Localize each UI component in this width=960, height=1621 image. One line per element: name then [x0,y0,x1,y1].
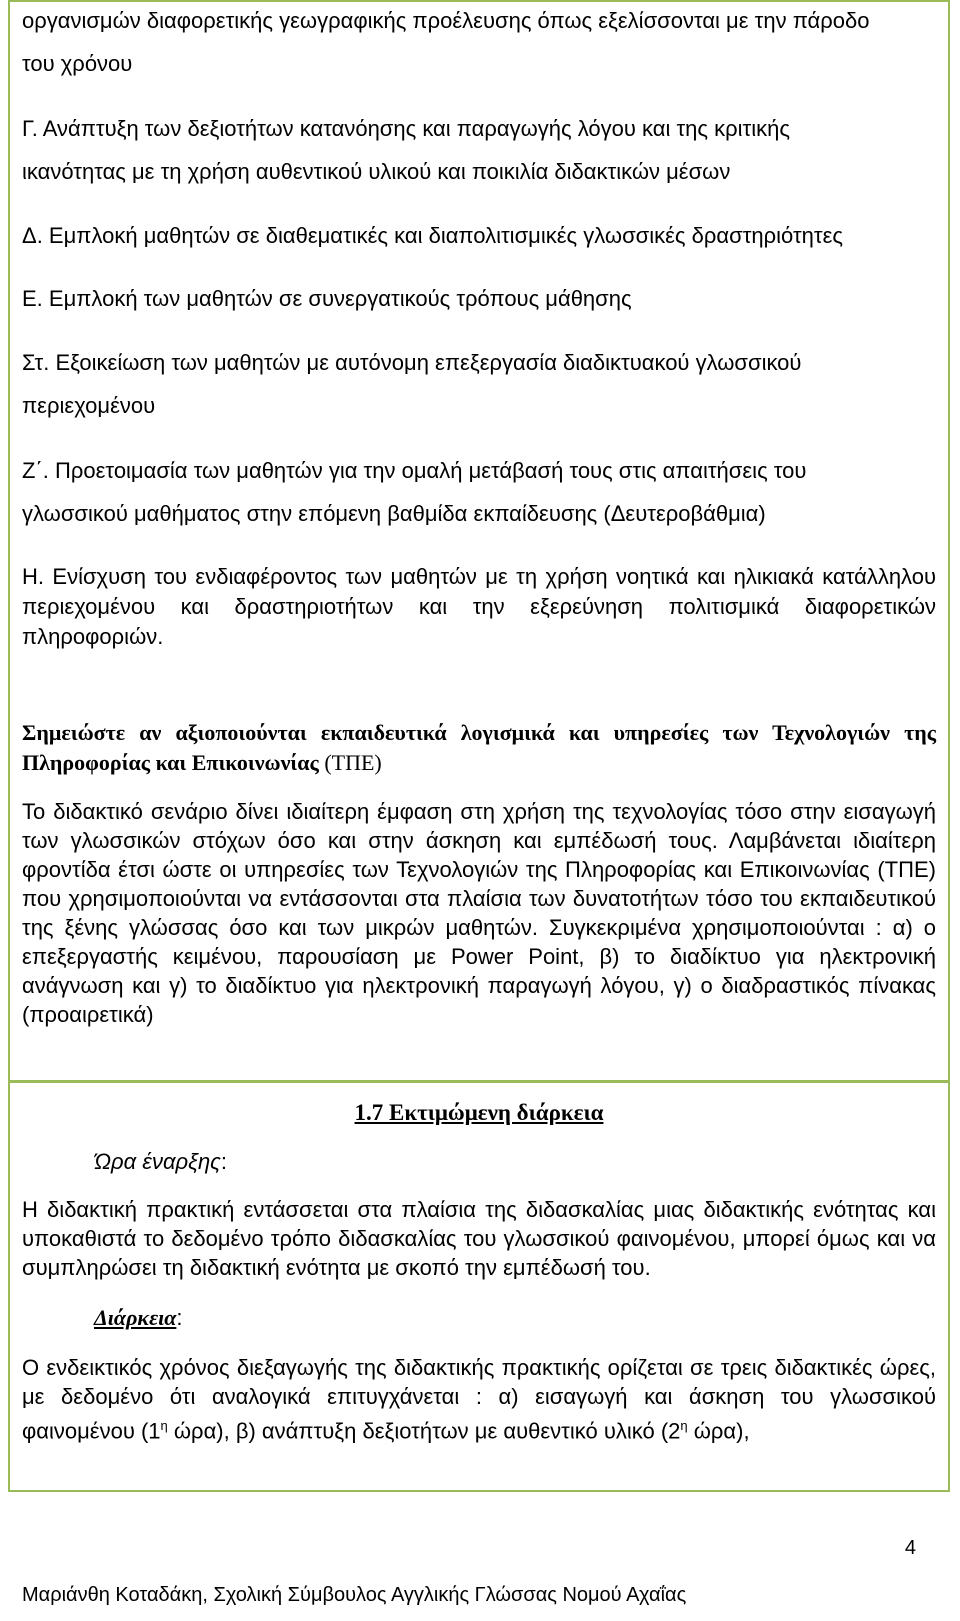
page-number: 4 [904,1537,916,1559]
objective-h-paragraph: Η. Ενίσχυση του ενδιαφέροντος των μαθητών με τη χρήση νοητικά και ηλικιακά κατάλληλου περιεχομένου και δραστηριοτήτων και την εξερεύνηση πολιτισμικά διαφορετικών πληροφοριών. [22,564,936,649]
objective-z-line: γλωσσικού μαθήματος στην επόμενη βαθμίδα εκπαίδευσης (Δευτεροβάθμια) [22,501,766,526]
objective-z-line: Ζ΄. Προετοιμασία των μαθητών για την ομαλή μετάβασή τους στις απαιτήσεις του [22,458,807,483]
objective-d-line: Δ. Εμπλοκή μαθητών σε διαθεματικές και διαπολιτισμικές γλωσσικές δραστηριότητες [22,223,843,248]
ict-heading-suffix: (ΤΠΕ) [318,750,382,775]
duration-paragraph: Ο ενδεικτικός χρόνος διεξαγωγής της διδακτικής πρακτικής ορίζεται σε τρεις διδακτικές ώρες, με δεδομένο ότι αναλογικά επιτυγχάνεται : α) εισαγωγή και άσκηση του γλωσσικού φαινομένου ($1^\eta$ ώρα), β) ανάπτυξη δεξιοτήτων με αυθεντικό υλικό ($2^\eta$ ώρα), [22,1355,936,1444]
content-box-duration [8,1081,950,1492]
ict-heading-bold: Σημειώστε αν αξιοποιούνται εκπαιδευτικά λογισμικά και υπηρεσίες των Τεχνολογιών της Πληροφορίας και Επικοινωνίας [22,720,936,775]
objective-c-line: ικανότητας με τη χρήση αυθεντικού υλικού και ποικιλία διδακτικών μέσων [22,159,731,184]
start-paragraph: Η διδακτική πρακτική εντάσσεται στα πλαίσια της διδασκαλίας μιας διδακτικής ενότητας και υποκαθιστά το δεδομένο τρόπο διδασκαλίας του γλωσσικού φαινομένου, μπορεί όμως και να συμπληρώσει τη διδακτική ενότητα με σκοπό την εμπέδωσή του. [22,1197,936,1280]
section-heading: 1.7 Εκτιμώμενη διάρκεια [354,1100,604,1125]
text-line: οργανισμών διαφορετικής γεωγραφικής προέλευσης όπως εξελίσσονται με την πάροδο [22,8,870,33]
objective-c-line: Γ. Ανάπτυξη των δεξιοτήτων κατανόησης και παραγωγής λόγου και της κριτικής [22,116,790,141]
objective-st-line: περιεχομένου [22,393,156,418]
text-line: του χρόνου [22,51,133,76]
content-box-objectives [8,0,950,1082]
objective-st-line: Στ. Εξοικείωση των μαθητών με αυτόνομη επεξεργασία διαδικτυακού γλωσσικού [22,350,802,375]
start-time-label: Ώρα έναρξης: [94,1149,227,1174]
page-footer: Μαριάνθη Κοταδάκη, Σχολική Σύμβουλος Αγγλικής Γλώσσας Νομού Αχαΐας [22,1584,687,1606]
objective-e-line: Ε. Εμπλοκή των μαθητών σε συνεργατικούς τρόπους μάθησης [22,286,632,311]
duration-label: Διάρκεια: [94,1305,183,1330]
ict-paragraph: Το διδακτικό σενάριο δίνει ιδιαίτερη έμφαση στη χρήση της τεχνολογίας τόσο στην εισαγωγή των γλωσσικών στόχων όσο και στην άσκηση και εμπέδωσή τους. Λαμβάνεται ιδιαίτερη φροντίδα έτσι ώστε οι υπηρεσίες των Τεχνολογιών της Πληροφορίας και Επικοινωνίας (ΤΠΕ) που χρησιμοποιούνται να εντάσσονται στα πλαίσια των δυνατοτήτων τόσο του εκπαιδευτικού της ξένης γλώσσας όσο και των μικρών μαθητών. Συγκεκριμένα χρησιμοποιούνται : α) ο επεξεργαστής κειμένου, παρουσίαση με Power Point, β) το διαδίκτυο για ηλεκτρονική ανάγνωση και γ) το διαδίκτυο για ηλεκτρονική παραγωγή λόγου, γ) ο διαδραστικός πίνακας (προαιρετικά) [22,799,936,1027]
ict-heading [22,718,936,778]
